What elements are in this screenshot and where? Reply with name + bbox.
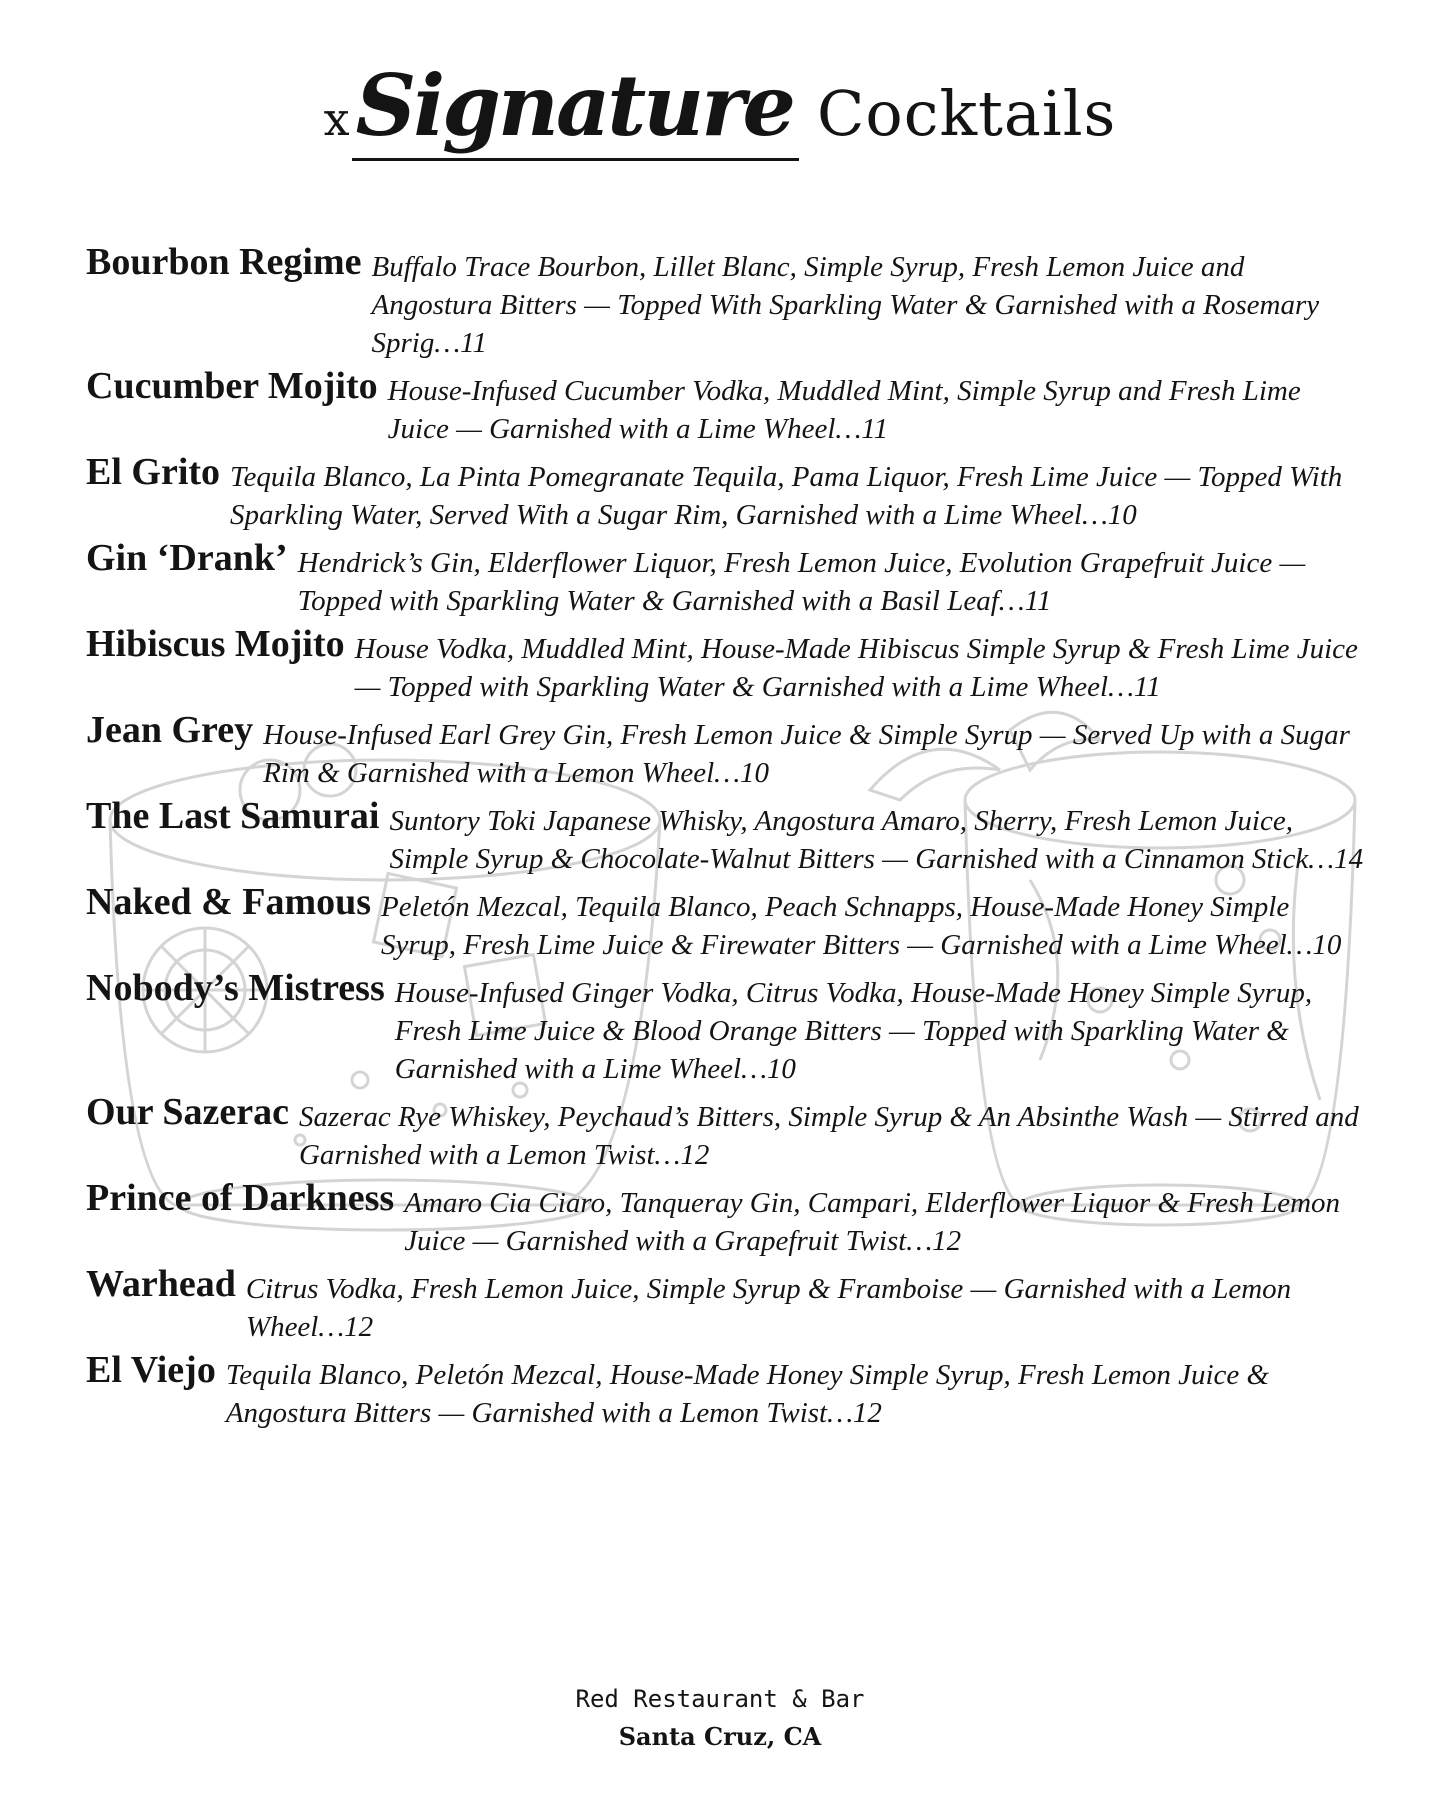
- cocktail-name: Bourbon Regime: [86, 241, 362, 283]
- menu-item: [86, 1349, 1366, 1432]
- menu-item: [86, 709, 1366, 792]
- cocktail-name: Naked & Famous: [86, 881, 372, 923]
- restaurant-location: Santa Cruz, CA: [618, 1722, 822, 1751]
- title-prefix: x: [323, 92, 350, 146]
- cocktail-description: House Vodka, Muddled Mint, House-Made Hibiscus Simple Syrup & Fresh Lime Juice — Topped with Sparkling Water & Garnished with a Lime Wheel…11: [354, 633, 1358, 703]
- cocktail-description: Citrus Vodka, Fresh Lemon Juice, Simple Syrup & Framboise — Garnished with a Lemon Wheel…12: [245, 1273, 1292, 1343]
- menu-item: [86, 881, 1366, 964]
- menu-item: [86, 1263, 1366, 1346]
- menu-item: [86, 365, 1366, 448]
- cocktail-description: House-Infused Earl Grey Gin, Fresh Lemon Juice & Simple Syrup — Served Up with a Sugar Rim & Garnished with a Lemon Wheel…10: [263, 719, 1350, 789]
- cocktail-name: Nobody’s Mistress: [86, 967, 385, 1009]
- cocktail-description: Buffalo Trace Bourbon, Lillet Blanc, Simple Syrup, Fresh Lemon Juice and Angostura Bitters — Topped With Sparkling Water & Garnished with a Rosemary Sprig…11: [371, 251, 1320, 359]
- cocktail-description: Tequila Blanco, Peletón Mezcal, House-Made Honey Simple Syrup, Fresh Lemon Juice & Angostura Bitters — Garnished with a Lemon Twist…12: [225, 1359, 1270, 1429]
- cocktail-name: Our Sazerac: [86, 1091, 289, 1133]
- menu-item: [86, 241, 1366, 362]
- cocktail-name: Warhead: [86, 1263, 236, 1305]
- cocktail-description: Tequila Blanco, La Pinta Pomegranate Tequila, Pama Liquor, Fresh Lime Juice — Topped With Sparkling Water, Served With a Sugar Rim, Garnished with a Lime Wheel…10: [230, 461, 1343, 531]
- cocktail-name: El Grito: [86, 451, 221, 493]
- cocktail-description: Suntory Toki Japanese Whisky, Angostura Amaro, Sherry, Fresh Lemon Juice, Simple Syrup & Chocolate-Walnut Bitters — Garnished with a Cinnamon Stick…14: [389, 805, 1364, 875]
- menu-item: [86, 623, 1366, 706]
- menu-item: [86, 795, 1366, 878]
- cocktail-description: Sazerac Rye Whiskey, Peychaud’s Bitters, Simple Syrup & An Absinthe Wash — Stirred and Garnished with a Lemon Twist…12: [298, 1101, 1359, 1171]
- cocktail-name: Hibiscus Mojito: [86, 623, 345, 665]
- cocktail-name: El Viejo: [86, 1349, 216, 1391]
- cocktail-name: Cucumber Mojito: [86, 365, 378, 407]
- restaurant-name: Red Restaurant & Bar: [575, 1685, 865, 1713]
- menu-item: [86, 1177, 1366, 1260]
- menu-title: [0, 58, 1440, 208]
- footer: [0, 1680, 1440, 1756]
- cocktail-description: House-Infused Ginger Vodka, Citrus Vodka, House-Made Honey Simple Syrup, Fresh Lime Juice & Blood Orange Bitters — Topped with Sparkling Water & Garnished with a Lime Wheel…10: [394, 977, 1313, 1085]
- cocktail-name: The Last Samurai: [86, 795, 380, 837]
- menu-item: [86, 537, 1366, 620]
- cocktail-description: Amaro Cia Ciaro, Tanqueray Gin, Campari, Elderflower Liquor & Fresh Lemon Juice — Garnished with a Grapefruit Twist…12: [404, 1187, 1341, 1257]
- cocktail-description: House-Infused Cucumber Vodka, Muddled Mint, Simple Syrup and Fresh Lime Juice — Garnished with a Lime Wheel…11: [387, 375, 1301, 445]
- menu-item: [86, 451, 1366, 534]
- cocktail-name: Prince of Darkness: [86, 1177, 395, 1219]
- cocktail-description: Peletón Mezcal, Tequila Blanco, Peach Schnapps, House-Made Honey Simple Syrup, Fresh Lime Juice & Firewater Bitters — Garnished with a Lime Wheel…10: [381, 891, 1342, 961]
- cocktail-description: Hendrick’s Gin, Elderflower Liquor, Fresh Lemon Juice, Evolution Grapefruit Juice — Topped with Sparkling Water & Garnished with a Basil Leaf…11: [297, 547, 1306, 617]
- cocktail-name: Gin ‘Drank’: [86, 537, 288, 579]
- menu-item: [86, 1091, 1366, 1174]
- menu-item: [86, 967, 1366, 1088]
- cocktail-name: Jean Grey: [86, 709, 254, 751]
- title-script-word: Signature: [352, 58, 799, 161]
- cocktail-list: [86, 241, 1366, 1626]
- title-rest: Cocktails: [816, 77, 1117, 150]
